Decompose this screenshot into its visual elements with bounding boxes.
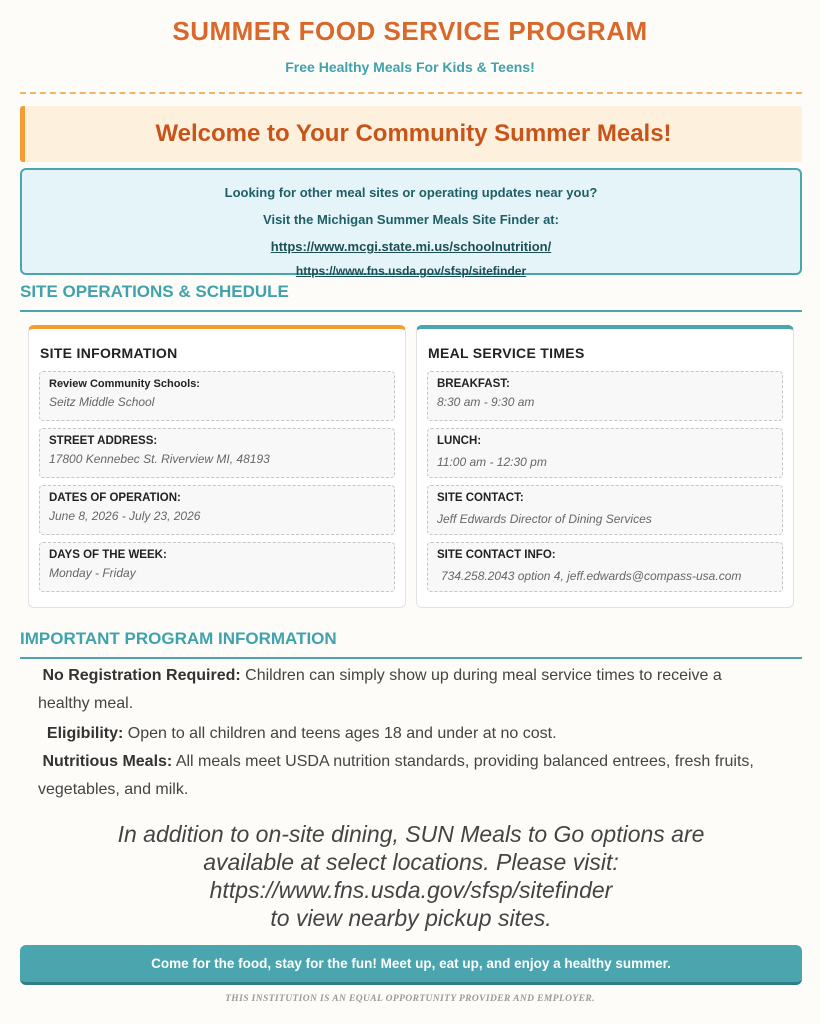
site-information-title: SITE INFORMATION xyxy=(40,345,178,361)
field-label: Review Community Schools: xyxy=(49,378,200,390)
field-label: SITE CONTACT INFO: xyxy=(437,549,556,561)
info-label: Nutritious Meals: xyxy=(42,753,173,770)
field-label: DATES OF OPERATION: xyxy=(49,492,181,504)
operations-heading: SITE OPERATIONS & SCHEDULE xyxy=(20,282,802,312)
info-label: Eligibility: xyxy=(46,725,124,742)
banner-text: Come for the food, stay for the fun! Meet up, eat up, and enjoy a healthy summer. xyxy=(151,956,671,971)
days-of-week-field xyxy=(39,542,395,592)
field-value: Monday - Friday xyxy=(49,566,136,580)
school-field xyxy=(39,371,395,421)
site-information-card xyxy=(28,325,406,608)
site-contact-info-field xyxy=(427,542,783,592)
field-value: 734.258.2043 option 4, jeff.edwards@compass-usa.com xyxy=(441,569,742,583)
finder-question: Looking for other meal sites or operating updates near you? xyxy=(224,185,598,200)
field-value: 17800 Kennebec St. Riverview MI, 48193 xyxy=(49,452,270,466)
info-text: All meals meet USDA nutrition standards, providing balanced entrees, fresh fruits, vegetables, and milk. xyxy=(38,753,754,798)
fun-banner xyxy=(20,945,802,985)
meal-service-times-title: MEAL SERVICE TIMES xyxy=(428,345,585,361)
welcome-banner xyxy=(20,106,802,162)
field-label: LUNCH: xyxy=(437,435,482,447)
eligibility-paragraph xyxy=(38,720,768,748)
field-label: SITE CONTACT: xyxy=(437,492,524,504)
info-label: No Registration Required: xyxy=(42,667,241,684)
field-value: 11:00 am - 12:30 pm xyxy=(437,455,547,469)
program-info xyxy=(38,662,768,804)
welcome-text: Welcome to Your Community Summer Meals! xyxy=(155,120,672,147)
page-header xyxy=(0,0,820,75)
dashed-divider xyxy=(20,92,802,94)
meal-service-times-card xyxy=(416,325,794,608)
field-label: DAYS OF THE WEEK: xyxy=(49,549,167,561)
page-title: SUMMER FOOD SERVICE PROGRAM xyxy=(172,16,648,46)
dates-of-operation-field xyxy=(39,485,395,535)
important-info-heading: IMPORTANT PROGRAM INFORMATION xyxy=(20,629,802,659)
field-label: STREET ADDRESS: xyxy=(49,435,158,447)
promo-line: to view nearby pickup sites. xyxy=(270,905,552,931)
equal-opportunity-footer: THIS INSTITUTION IS AN EQUAL OPPORTUNITY PROVIDER AND EMPLOYER. xyxy=(225,994,595,1004)
finder-instruction: Visit the Michigan Summer Meals Site Finder at: xyxy=(263,212,559,227)
field-value: Jeff Edwards Director of Dining Services xyxy=(437,512,652,526)
site-contact-field xyxy=(427,485,783,535)
info-text: Children can simply show up during meal service times to receive a healthy meal. xyxy=(38,667,722,712)
nutritious-meals-paragraph xyxy=(38,748,768,804)
lunch-field xyxy=(427,428,783,478)
no-registration-paragraph xyxy=(38,662,768,718)
page-subtitle: Free Healthy Meals For Kids & Teens! xyxy=(285,59,535,75)
field-value: Seitz Middle School xyxy=(49,395,155,409)
field-label: BREAKFAST: xyxy=(437,378,510,390)
breakfast-field xyxy=(427,371,783,421)
michigan-site-finder-link[interactable]: https://www.mcgi.state.mi.us/schoolnutrition/ xyxy=(270,239,552,254)
info-text: Open to all children and teens ages 18 and under at no cost. xyxy=(123,725,557,742)
site-finder-box xyxy=(20,168,802,278)
sun-meals-promo xyxy=(20,820,802,932)
promo-line: In addition to on-site dining, SUN Meals to Go options are xyxy=(117,821,705,847)
promo-link[interactable]: https://www.fns.usda.gov/sfsp/sitefinder xyxy=(209,877,613,903)
promo-line: available at select locations. Please visit: xyxy=(203,849,619,875)
street-address-field xyxy=(39,428,395,478)
field-value: 8:30 am - 9:30 am xyxy=(437,395,535,409)
field-value: June 8, 2026 - July 23, 2026 xyxy=(49,509,201,523)
usda-site-finder-link[interactable]: https://www.fns.usda.gov/sfsp/sitefinder xyxy=(295,264,527,278)
